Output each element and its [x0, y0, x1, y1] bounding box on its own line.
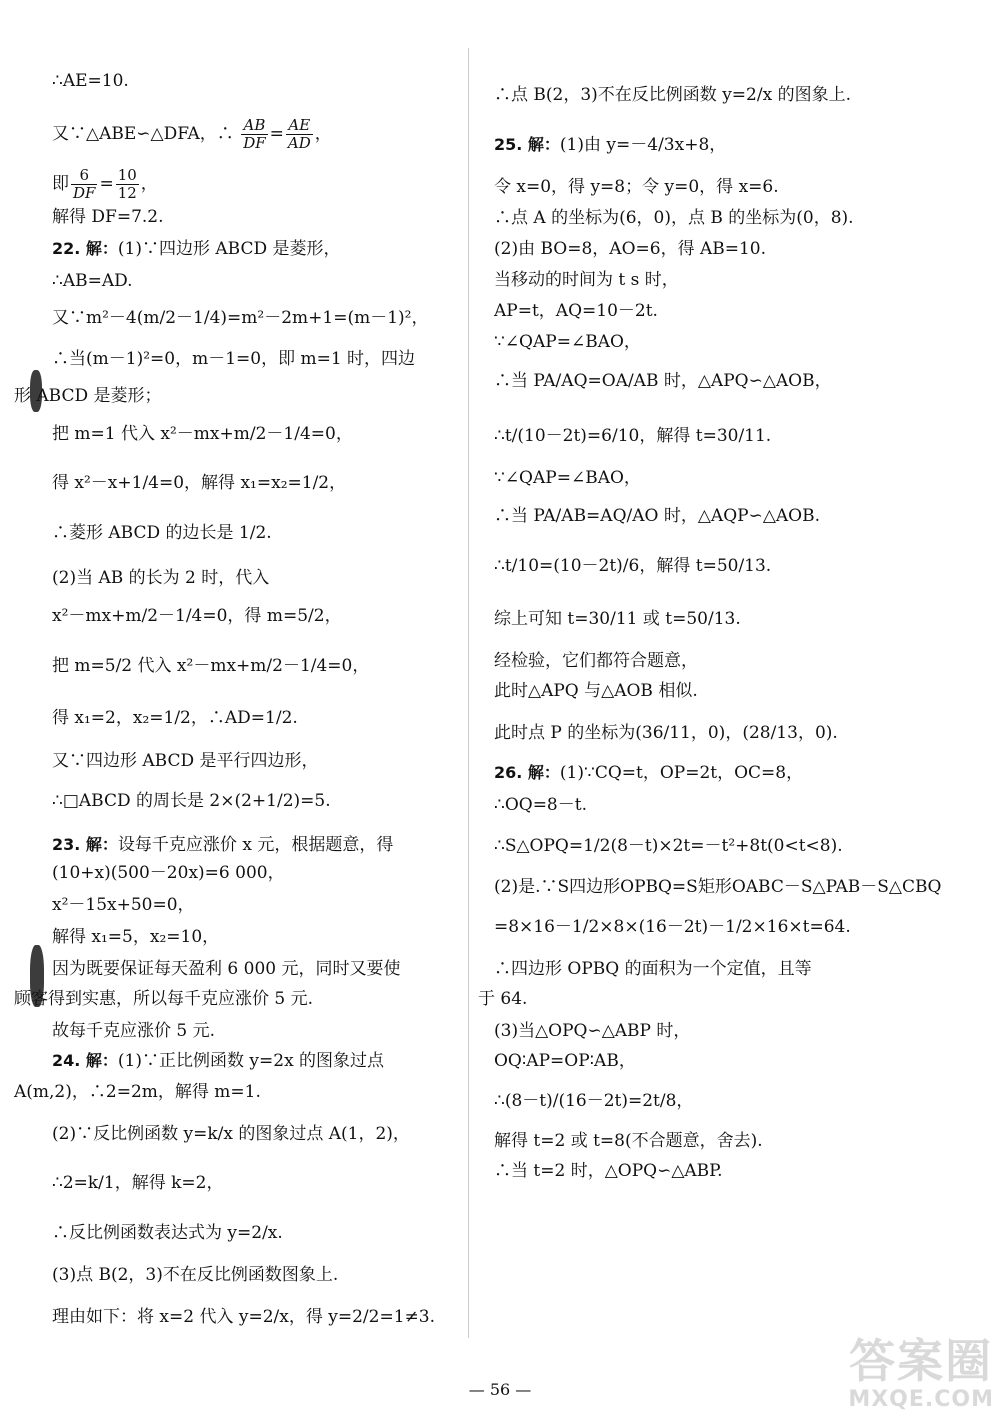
- question-number-26: 26. 解：: [494, 763, 560, 782]
- solution-line: 解得 DF=7.2.: [52, 207, 164, 227]
- solution-line: 当移动的时间为 t s 时，: [494, 270, 679, 290]
- solution-line: [52, 834, 393, 856]
- line-text: 即: [52, 174, 69, 194]
- solution-line: ∴当(m－1)²=0，m－1=0，即 m=1 时，四边: [52, 349, 416, 369]
- solution-line: 综上可知 t=30/11 或 t=50/13.: [494, 609, 741, 629]
- fraction: $\frac{10}{12}$: [117, 166, 137, 202]
- watermark-logo: [848, 1335, 994, 1412]
- solution-line: 又∵△ABE∽△DFA，∴ $\frac{AB}{DF}$ = $\frac{AE}{AD}$ ，: [52, 116, 332, 152]
- solution-line: 解得 t=2 或 t=8(不合题意，舍去).: [494, 1131, 763, 1151]
- solution-line: 解得 x₁=5，x₂=10，: [52, 927, 220, 947]
- solution-line: x²－mx+m/2－1/4=0，得 m=5/2，: [52, 606, 342, 626]
- solution-line: 令 x=0，得 y=8；令 y=0，得 x=6.: [494, 177, 779, 197]
- line-text: (1)∵CQ=t，OP=2t，OC=8，: [559, 763, 804, 783]
- line-text: (1)∵四边形 ABCD 是菱形，: [117, 239, 341, 259]
- solution-line: =8×16－1/2×8×(16－2t)－1/2×16×t=64.: [494, 917, 851, 937]
- solution-line: 形 ABCD 是菱形；: [14, 386, 162, 406]
- solution-line: 把 m=1 代入 x²－mx+m/2－1/4=0，: [52, 424, 353, 444]
- column-divider: [468, 48, 469, 1338]
- solution-line: ∴2=k/1，解得 k=2，: [52, 1173, 224, 1193]
- question-number-24: 24. 解：: [52, 1051, 118, 1070]
- solution-line: 经检验，它们都符合题意，: [494, 651, 698, 671]
- fraction: $\frac{6}{DF}$: [73, 166, 96, 202]
- solution-line: 即 $\frac{6}{DF}$ = $\frac{10}{12}$ ，: [52, 166, 158, 202]
- solution-line: ∴(8－t)/(16－2t)=2t/8，: [494, 1091, 694, 1111]
- solution-line: 此时点 P 的坐标为(36/11，0)，(28/13，0).: [494, 723, 838, 743]
- solution-line: (2)∵反比例函数 y=k/x 的图象过点 A(1，2)，: [52, 1124, 410, 1144]
- fraction: $\frac{AE}{AD}$: [287, 116, 311, 152]
- solution-line: ∴AB=AD.: [52, 271, 133, 291]
- watermark-text: 答案圈: [849, 1334, 994, 1388]
- solution-line: ∴菱形 ABCD 的边长是 1/2.: [52, 523, 272, 543]
- solution-line: [52, 238, 341, 260]
- solution-line: [52, 1050, 384, 1072]
- solution-line: (10+x)(500－20x)=6 000，: [52, 863, 285, 883]
- solution-line: 此时△APQ 与△AOB 相似.: [494, 681, 698, 701]
- solution-line: ∴S△OPQ=1/2(8－t)×2t=－t²+8t(0<t<8).: [494, 836, 843, 856]
- solution-line: [494, 762, 803, 784]
- question-number-22: 22. 解：: [52, 239, 118, 258]
- solution-line: (2)当 AB 的长为 2 时，代入: [52, 568, 270, 588]
- line-text: 设每千克应涨价 x 元，根据题意，得: [117, 835, 394, 855]
- solution-line: OQ∶AP=OP∶AB，: [494, 1051, 636, 1071]
- solution-line: 又∵m²－4(m/2－1/4)=m²－2m+1=(m－1)²，: [52, 308, 429, 328]
- solution-line: (3)点 B(2，3)不在反比例函数图象上.: [52, 1265, 339, 1285]
- solution-line: ∴反比例函数表达式为 y=2/x.: [52, 1223, 283, 1243]
- solution-line: 得 x₁=2，x₂=1/2，∴AD=1/2.: [52, 708, 298, 728]
- solution-line: 顾客得到实惠，所以每千克应涨价 5 元.: [14, 989, 314, 1009]
- line-text: 又∵△ABE∽△DFA，∴: [52, 124, 234, 144]
- line-text: (1)∵正比例函数 y=2x 的图象过点: [117, 1051, 385, 1071]
- solution-line: ∵∠QAP=∠BAO，: [494, 332, 641, 352]
- solution-line: ∴当 PA/AQ=OA/AB 时，△APQ∽△AOB，: [494, 371, 832, 391]
- solution-line: A(m,2)，∴2=2m，解得 m=1.: [14, 1082, 261, 1102]
- solution-line: (3)当△OPQ∽△ABP 时，: [494, 1021, 691, 1041]
- solution-line: (2)是.∵S四边形OPBQ=S矩形OABC－S△PAB－S△CBQ: [494, 877, 942, 897]
- line-text: (1)由 y=－4/3x+8，: [559, 135, 727, 155]
- solution-line: ∴□ABCD 的周长是 2×(2+1/2)=5.: [52, 791, 331, 811]
- question-number-23: 23. 解：: [52, 835, 118, 854]
- solution-line: 于 64.: [478, 989, 528, 1009]
- solution-line: 又∵四边形 ABCD 是平行四边形，: [52, 751, 319, 771]
- watermark-url: MXQE.COM: [848, 1387, 994, 1412]
- question-number-25: 25. 解：: [494, 135, 560, 154]
- solution-line: ∴t/10=(10－2t)/6，解得 t=50/13.: [494, 556, 772, 576]
- solution-line: x²－15x+50=0，: [52, 895, 195, 915]
- solution-line: ∴t/(10－2t)=6/10，解得 t=30/11.: [494, 426, 772, 446]
- solution-line: ∴OQ=8－t.: [494, 795, 587, 815]
- solution-line: ∴当 PA/AB=AQ/AO 时，△AQP∽△AOB.: [494, 506, 821, 526]
- solution-line: 得 x²－x+1/4=0，解得 x₁=x₂=1/2，: [52, 473, 347, 493]
- fraction: $\frac{AB}{DF}$: [243, 116, 266, 152]
- solution-line: 因为既要保证每天盈利 6 000 元，同时又要使: [52, 959, 401, 979]
- solution-line: [494, 134, 726, 156]
- solution-line: ∴点 A 的坐标为(6，0)，点 B 的坐标为(0，8).: [494, 208, 854, 228]
- solution-line: 故每千克应涨价 5 元.: [52, 1021, 216, 1041]
- solution-line: (2)由 BO=8，AO=6，得 AB=10.: [494, 239, 767, 259]
- solution-line: ∴AE=10.: [52, 71, 129, 91]
- solution-line: 把 m=5/2 代入 x²－mx+m/2－1/4=0，: [52, 656, 370, 676]
- solution-line: ∴当 t=2 时，△OPQ∽△ABP.: [494, 1161, 723, 1181]
- solution-line: ∴点 B(2，3)不在反比例函数 y=2/x 的图象上.: [494, 85, 851, 105]
- solution-line: AP=t，AQ=10－2t.: [494, 301, 658, 321]
- solution-line: ∵∠QAP=∠BAO，: [494, 468, 641, 488]
- page-number: — 56 —: [468, 1380, 532, 1399]
- solution-line: 理由如下：将 x=2 代入 y=2/x，得 y=2/2=1≠3.: [52, 1307, 435, 1327]
- solution-line: ∴四边形 OPBQ 的面积为一个定值，且等: [494, 959, 812, 979]
